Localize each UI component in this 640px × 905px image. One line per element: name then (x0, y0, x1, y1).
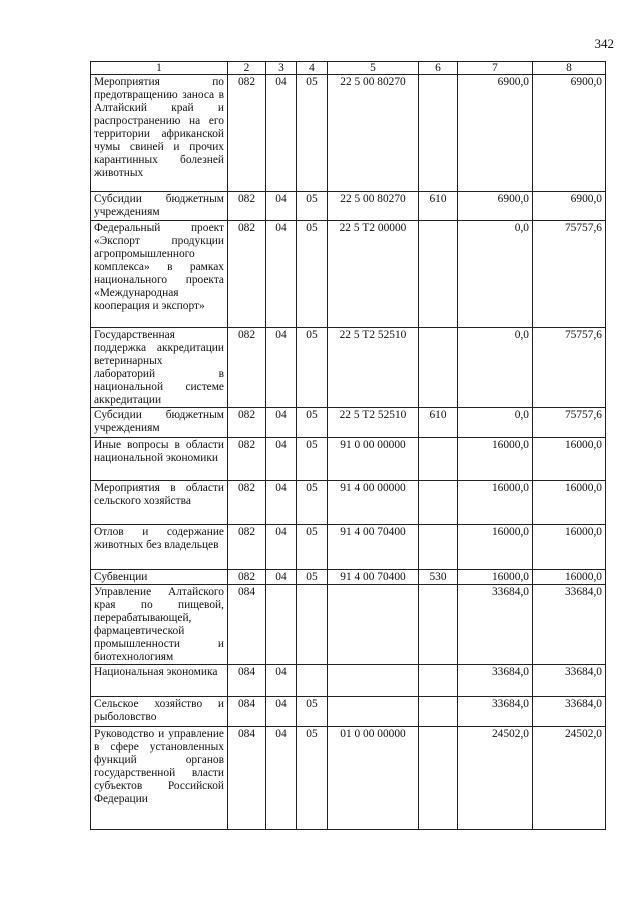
table-row (91, 525, 606, 570)
row-name: Государственная поддержка аккредитации ветеринарных лабораторий в национальной системе аккредитации (91, 328, 228, 408)
row-expense-type (419, 697, 458, 727)
table-row (91, 408, 606, 438)
row-sum-col7: 24502,0 (458, 727, 533, 830)
row-grbs: 082 (228, 438, 266, 481)
row-sum-col8: 75757,6 (533, 408, 606, 438)
row-name: Управление Алтайского края по пищевой, перерабатывающей, фармацевтической промышленности и биотехнологиям (91, 585, 228, 665)
row-name: Субсидии бюджетным учреждениям (91, 408, 228, 438)
table-row (91, 221, 606, 328)
row-section: 04 (266, 438, 297, 481)
row-target-code (328, 665, 419, 697)
row-section: 04 (266, 408, 297, 438)
row-grbs: 084 (228, 665, 266, 697)
row-target-code: 01 0 00 00000 (328, 727, 419, 830)
row-subsection: 05 (297, 727, 328, 830)
row-subsection: 05 (297, 438, 328, 481)
page-number: 342 (594, 36, 614, 51)
row-sum-col7: 16000,0 (458, 570, 533, 585)
row-sum-col8: 16000,0 (533, 481, 606, 525)
row-name: Мероприятия в области сельского хозяйства (91, 481, 228, 525)
row-grbs: 082 (228, 192, 266, 221)
column-header: 7 (458, 62, 533, 75)
row-name: Субвенции (91, 570, 228, 585)
row-grbs: 082 (228, 328, 266, 408)
row-expense-type (419, 727, 458, 830)
row-grbs: 082 (228, 570, 266, 585)
column-header: 6 (419, 62, 458, 75)
row-section: 04 (266, 481, 297, 525)
table-row (91, 697, 606, 727)
row-expense-type: 610 (419, 408, 458, 438)
row-sum-col8: 24502,0 (533, 727, 606, 830)
row-section (266, 585, 297, 665)
row-grbs: 082 (228, 221, 266, 328)
column-header: 5 (328, 62, 419, 75)
row-expense-type: 530 (419, 570, 458, 585)
row-target-code: 22 5 Т2 52510 (328, 408, 419, 438)
row-name: Субсидии бюджетным учреждениям (91, 192, 228, 221)
row-sum-col7: 33684,0 (458, 665, 533, 697)
row-sum-col8: 6900,0 (533, 192, 606, 221)
row-subsection: 05 (297, 192, 328, 221)
table-row (91, 570, 606, 585)
row-target-code: 22 5 00 80270 (328, 192, 419, 221)
row-expense-type (419, 665, 458, 697)
row-sum-col7: 6900,0 (458, 75, 533, 192)
row-target-code (328, 697, 419, 727)
row-target-code: 91 4 00 70400 (328, 525, 419, 570)
row-subsection: 05 (297, 481, 328, 525)
column-header: 4 (297, 62, 328, 75)
row-sum-col8: 33684,0 (533, 665, 606, 697)
row-sum-col8: 75757,6 (533, 328, 606, 408)
row-subsection: 05 (297, 221, 328, 328)
row-expense-type (419, 585, 458, 665)
table-row (91, 481, 606, 525)
row-sum-col7: 16000,0 (458, 525, 533, 570)
column-header: 3 (266, 62, 297, 75)
row-grbs: 082 (228, 525, 266, 570)
row-subsection: 05 (297, 525, 328, 570)
row-subsection: 05 (297, 408, 328, 438)
row-target-code: 91 4 00 70400 (328, 570, 419, 585)
table-row (91, 585, 606, 665)
row-expense-type (419, 221, 458, 328)
table-row (91, 75, 606, 192)
row-name: Иные вопросы в области национальной экономики (91, 438, 228, 481)
row-sum-col8: 33684,0 (533, 585, 606, 665)
row-subsection (297, 665, 328, 697)
table-row (91, 727, 606, 830)
row-name: Руководство и управление в сфере установленных функций органов государственной власти субъектов Российской Федерации (91, 727, 228, 830)
row-name: Федеральный проект «Экспорт продукции агропромышленного комплекса» в рамках национального проекта «Международная кооперация и экспорт» (91, 221, 228, 328)
row-subsection: 05 (297, 570, 328, 585)
row-target-code: 22 5 Т2 52510 (328, 328, 419, 408)
column-header: 2 (228, 62, 266, 75)
table-header-row (91, 62, 606, 75)
budget-table (90, 61, 606, 830)
row-grbs: 084 (228, 697, 266, 727)
row-sum-col8: 75757,6 (533, 221, 606, 328)
row-name: Отлов и содержание животных без владельцев (91, 525, 228, 570)
row-sum-col7: 33684,0 (458, 697, 533, 727)
row-target-code: 91 0 00 00000 (328, 438, 419, 481)
row-expense-type (419, 438, 458, 481)
row-sum-col7: 0,0 (458, 408, 533, 438)
column-header: 8 (533, 62, 606, 75)
table-row (91, 192, 606, 221)
row-sum-col7: 6900,0 (458, 192, 533, 221)
row-expense-type (419, 328, 458, 408)
row-grbs: 084 (228, 727, 266, 830)
row-section: 04 (266, 727, 297, 830)
row-subsection: 05 (297, 697, 328, 727)
row-expense-type (419, 481, 458, 525)
row-sum-col8: 6900,0 (533, 75, 606, 192)
row-target-code (328, 585, 419, 665)
row-subsection (297, 585, 328, 665)
row-sum-col7: 16000,0 (458, 481, 533, 525)
row-section: 04 (266, 665, 297, 697)
row-sum-col8: 16000,0 (533, 438, 606, 481)
row-grbs: 082 (228, 408, 266, 438)
row-target-code: 22 5 00 80270 (328, 75, 419, 192)
row-expense-type (419, 75, 458, 192)
row-grbs: 082 (228, 75, 266, 192)
row-subsection: 05 (297, 75, 328, 192)
column-header: 1 (91, 62, 228, 75)
row-section: 04 (266, 570, 297, 585)
row-section: 04 (266, 697, 297, 727)
row-grbs: 082 (228, 481, 266, 525)
row-section: 04 (266, 328, 297, 408)
row-section: 04 (266, 75, 297, 192)
row-name: Национальная экономика (91, 665, 228, 697)
row-target-code: 22 5 Т2 00000 (328, 221, 419, 328)
row-section: 04 (266, 525, 297, 570)
row-expense-type (419, 525, 458, 570)
row-sum-col8: 33684,0 (533, 697, 606, 727)
row-sum-col7: 0,0 (458, 221, 533, 328)
table-row (91, 328, 606, 408)
row-sum-col7: 33684,0 (458, 585, 533, 665)
row-subsection: 05 (297, 328, 328, 408)
row-sum-col7: 16000,0 (458, 438, 533, 481)
row-expense-type: 610 (419, 192, 458, 221)
row-name: Сельское хозяйство и рыболовство (91, 697, 228, 727)
row-section: 04 (266, 221, 297, 328)
row-sum-col8: 16000,0 (533, 570, 606, 585)
row-target-code: 91 4 00 00000 (328, 481, 419, 525)
row-name: Мероприятия по предотвращению заноса в Алтайский край и распространению на его территории африканской чумы свиней и прочих карантинных болезней животных (91, 75, 228, 192)
table-row (91, 438, 606, 481)
table-row (91, 665, 606, 697)
row-sum-col8: 16000,0 (533, 525, 606, 570)
row-section: 04 (266, 192, 297, 221)
row-grbs: 084 (228, 585, 266, 665)
row-sum-col7: 0,0 (458, 328, 533, 408)
